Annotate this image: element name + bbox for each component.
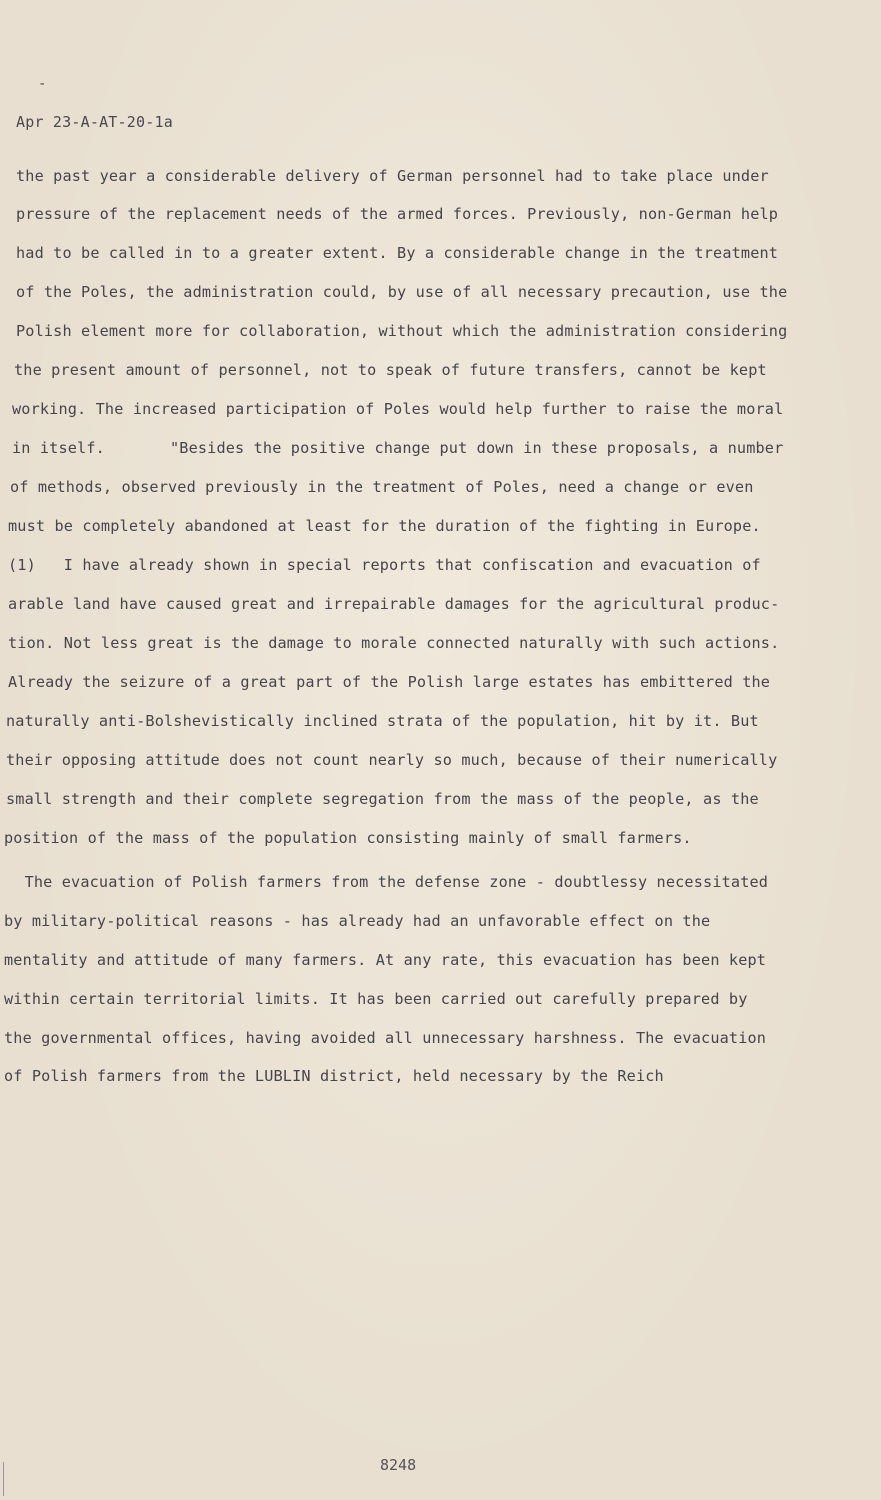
- text-line: Polish element more for collaboration, without which the administration considering: [16, 322, 788, 340]
- text-line: by military-political reasons - has already had an unfavorable effect on the: [4, 912, 711, 930]
- margin-mark: [3, 1462, 4, 1496]
- text-line: working. The increased participation of Poles would help further to raise the moral: [12, 400, 784, 418]
- text-line: the past year a considerable delivery of German personnel had to take place under: [16, 167, 769, 185]
- text-line: the present amount of personnel, not to speak of future transfers, cannot be kept: [14, 361, 767, 379]
- text-line: of Polish farmers from the LUBLIN district, held necessary by the Reich: [4, 1067, 664, 1085]
- text-line: naturally anti-Bolshevistically inclined strata of the population, hit by it. But: [6, 712, 759, 730]
- text-line: their opposing attitude does not count nearly so much, because of their numerically: [6, 751, 778, 769]
- text-line: must be completely abandoned at least for the duration of the fighting in Europe.: [8, 517, 761, 535]
- text-line: arable land have caused great and irrepairable damages for the agricultural produc-: [8, 595, 780, 613]
- text-line: the governmental offices, having avoided all unnecessary harshness. The evacuation: [4, 1029, 767, 1047]
- text-line: mentality and attitude of many farmers. At any rate, this evacuation has been kept: [4, 951, 767, 969]
- text-line: of the Poles, the administration could, by use of all necessary precaution, use the: [16, 283, 788, 301]
- text-line: pressure of the replacement needs of the armed forces. Previously, non-German help: [16, 205, 779, 223]
- text-line: within certain territorial limits. It has been carried out carefully prepared by: [4, 990, 748, 1008]
- text-line: Already the seizure of a great part of the Polish large estates has embittered the: [8, 673, 771, 691]
- text-line: The evacuation of Polish farmers from the defense zone - doubtlessy necessitated: [6, 873, 769, 891]
- text-line: small strength and their complete segregation from the mass of the people, as the: [6, 790, 759, 808]
- text-line: in itself. "Besides the positive change put down in these proposals, a number: [12, 439, 784, 457]
- text-line: position of the mass of the population consisting mainly of small farmers.: [4, 829, 692, 847]
- text-line: had to be called in to a greater extent. By a considerable change in the treatment: [16, 244, 779, 262]
- text-line: tion. Not less great is the damage to morale connected naturally with such actions.: [8, 634, 780, 652]
- text-line: of methods, observed previously in the treatment of Poles, need a change or even: [10, 478, 754, 496]
- page-number: 8248: [380, 1456, 417, 1474]
- text-line: (1) I have already shown in special reports that confiscation and evacuation of: [8, 556, 761, 574]
- document-reference: Apr 23-A-AT-20-1a: [16, 113, 173, 131]
- top-mark: -: [38, 76, 47, 92]
